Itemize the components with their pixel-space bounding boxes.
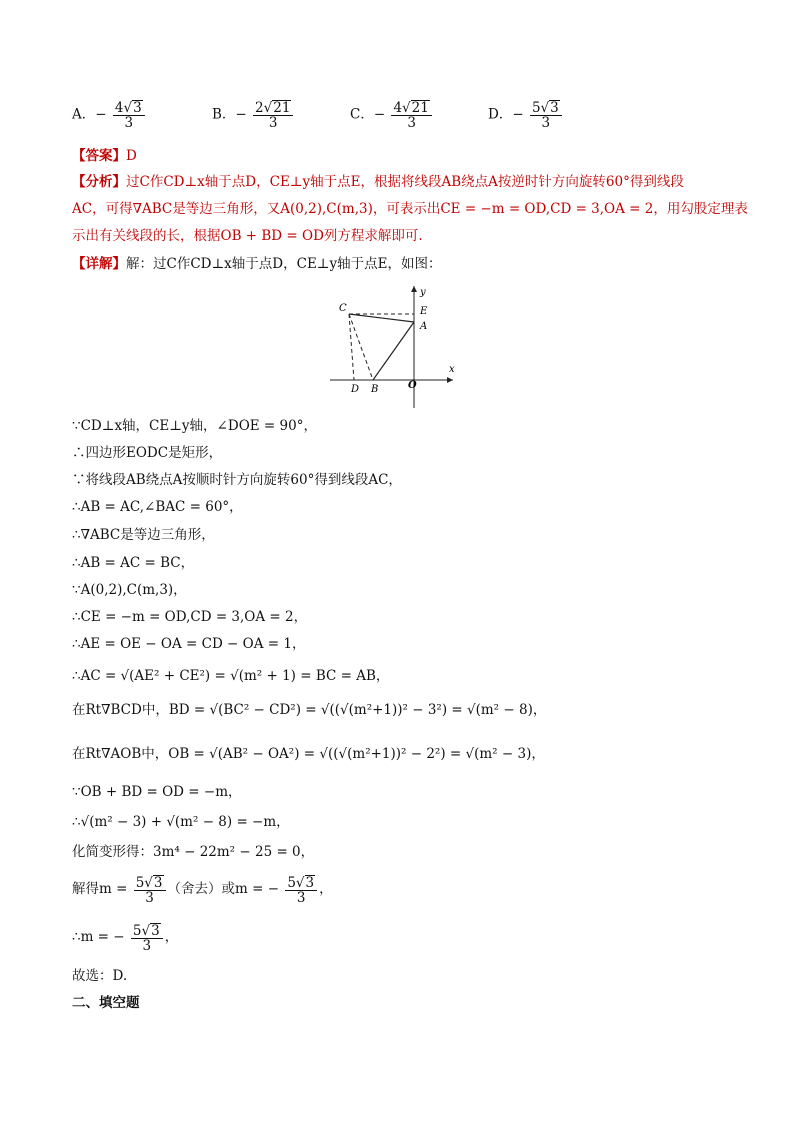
fraction: $\frac{5√3}{3}$ [131, 923, 163, 953]
x-axis-arrow [447, 377, 453, 383]
y-axis-arrow [411, 286, 417, 292]
option-b[interactable] [212, 100, 295, 130]
label-e: E [420, 306, 428, 317]
label-x: x [449, 364, 455, 375]
segment-cb [349, 314, 373, 380]
segment-ba [373, 322, 414, 380]
step-12-formula: OB = √(AB² − OA²) = √((√(m²+1))² − 2²) = √(m² − 3)， [168, 746, 545, 762]
label-y: y [420, 287, 426, 298]
label-d: D [351, 384, 360, 395]
option-sign: − [235, 106, 247, 123]
step-4: ∴AB = AC,∠BAC = 60°， [72, 499, 243, 515]
option-a[interactable] [72, 100, 147, 130]
detail-line [72, 254, 441, 274]
analysis-line-1 [72, 172, 684, 192]
fraction: $\frac{5√3}{3}$ [134, 875, 166, 905]
step-11-prefix: 在Rt∇BCD中， [72, 702, 169, 718]
option-fraction: $\frac{2√21}{3}$ [253, 100, 293, 130]
analysis-line-2: AC，可得∇ABC是等边三角形，又A(0,2),C(m,3)，可表示出CE = −m = OD,CD = 3,OA = 2，用勾股定理表 [72, 201, 748, 217]
segment-cd [349, 314, 354, 380]
step-3: ∵将线段AB绕点A按顺时针方向旋转60°得到线段AC， [72, 472, 402, 488]
step-16-text-2: （舍去）或m = − [167, 881, 280, 897]
analysis-line-3: 示出有关线段的长，根据OB + BD = OD列方程求解即可. [72, 228, 423, 244]
detail-tag: 【详解】 [72, 256, 126, 272]
fraction: $\frac{5√3}{3}$ [285, 875, 317, 905]
option-sign: − [512, 106, 524, 123]
step-13: ∵OB + BD = OD = −m， [72, 784, 242, 800]
section-heading: 二、填空题 [72, 995, 140, 1011]
label-c: C [339, 303, 347, 314]
answer-value: D [126, 148, 137, 164]
geometry-figure [325, 284, 465, 409]
segment-ca [349, 314, 414, 322]
step-12-prefix: 在Rt∇AOB中， [72, 746, 169, 762]
step-16 [72, 874, 333, 905]
step-2: ∴四边形EODC是矩形， [72, 445, 223, 461]
option-sign: − [95, 106, 107, 123]
step-11 [72, 700, 546, 720]
step-16-text: 解得m = [72, 881, 128, 897]
step-18: 故选：D. [72, 968, 128, 984]
step-12 [72, 744, 545, 764]
option-d[interactable] [488, 100, 564, 130]
step-15: 化简变形得：3m⁴ − 22m² − 25 = 0， [72, 844, 315, 860]
answer-tag: 【答案】 [72, 148, 126, 164]
step-11-formula: BD = √(BC² − CD²) = √((√(m²+1))² − 3²) = √(m² − 8)， [168, 702, 547, 718]
label-o: O [408, 380, 417, 391]
step-9: ∴AE = OE − OA = CD − OA = 1， [72, 636, 306, 652]
analysis-text: 过C作CD⊥x轴于点D，CE⊥y轴于点E，根据将线段AB绕点A按逆时针方向旋转60°得到线段 [126, 174, 684, 190]
step-5: ∴∇ABC是等边三角形， [72, 527, 215, 543]
option-label: D． [488, 106, 513, 123]
option-label: C． [350, 106, 374, 123]
step-6: ∴AB = AC = BC， [72, 555, 195, 571]
step-8: ∴CE = −m = OD,CD = 3,OA = 2， [72, 609, 308, 625]
option-fraction: $\frac{4√3}{3}$ [113, 100, 145, 130]
option-label: B． [212, 106, 236, 123]
answer-line [72, 146, 137, 166]
step-7: ∵A(0,2),C(m,3)， [72, 582, 187, 598]
label-b: B [371, 384, 379, 395]
option-c[interactable] [350, 100, 434, 130]
option-fraction: $\frac{5√3}{3}$ [530, 100, 562, 130]
option-sign: − [373, 106, 386, 123]
step-14: ∴√(m² − 3) + √(m² − 8) = −m， [72, 814, 290, 830]
step-17 [72, 922, 178, 953]
detail-intro: 解：过C作CD⊥x轴于点D，CE⊥y轴于点E，如图： [126, 256, 442, 272]
step-17-text: ∴m = − [72, 929, 125, 945]
step-16-text-3: ， [319, 881, 333, 897]
option-fraction: $\frac{4√21}{3}$ [391, 100, 431, 130]
option-label: A． [72, 106, 96, 123]
step-17-text-2: ， [164, 929, 179, 945]
label-a: A [420, 321, 428, 332]
analysis-tag: 【分析】 [72, 174, 126, 190]
step-10: ∴AC = √(AE² + CE²) = √(m² + 1) = BC = AB， [72, 668, 390, 684]
step-1: ∵CD⊥x轴，CE⊥y轴，∠DOE = 90°， [72, 418, 317, 434]
